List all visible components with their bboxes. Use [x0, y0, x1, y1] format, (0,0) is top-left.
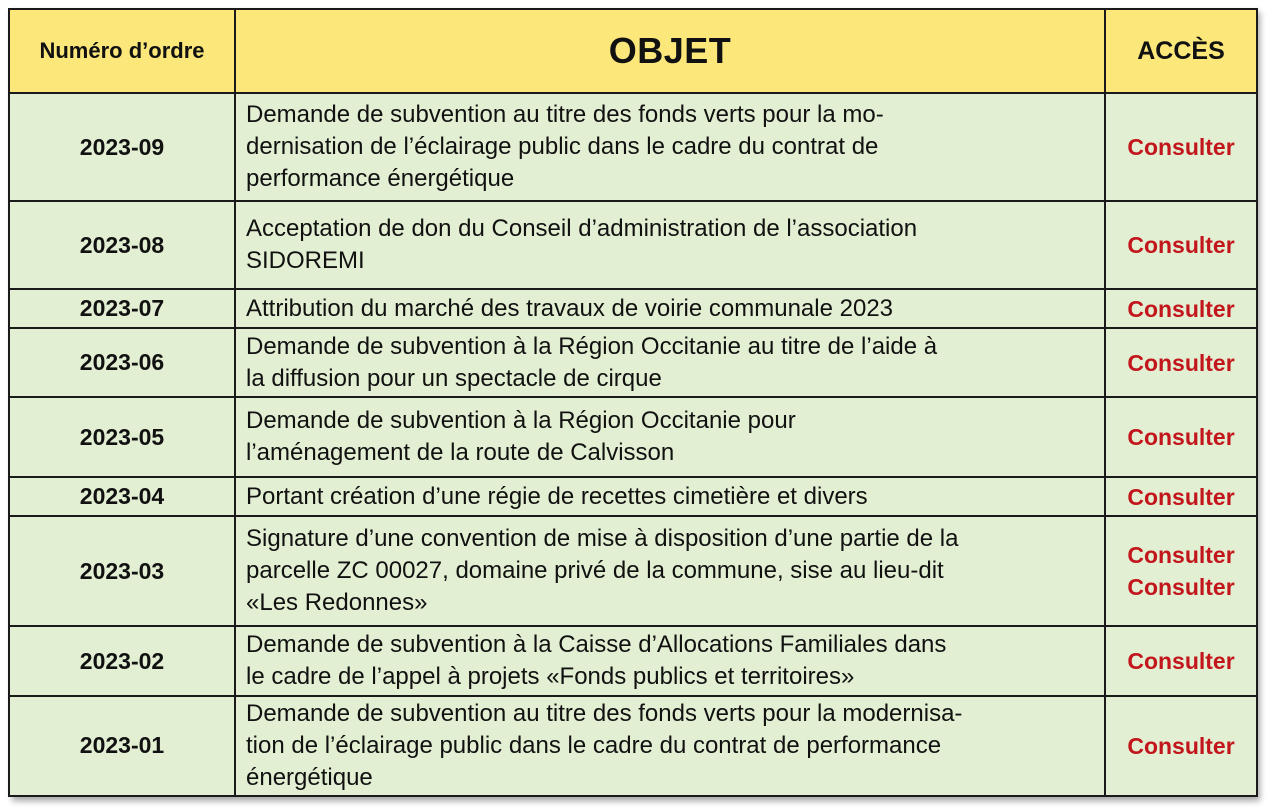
access-cell — [1105, 328, 1257, 397]
table-row — [9, 626, 1257, 695]
order-number: 2023-07 — [9, 289, 235, 328]
order-number: 2023-04 — [9, 477, 235, 516]
table-row — [9, 516, 1257, 626]
object-description: Demande de subvention à la Région Occitanie pour l’aménagement de la route de Calvisson — [235, 397, 1105, 477]
order-number: 2023-08 — [9, 201, 235, 289]
consult-link[interactable]: Consulter — [1127, 732, 1235, 759]
object-description: Portant création d’une régie de recettes cimetière et divers — [235, 477, 1105, 516]
table-row — [9, 93, 1257, 201]
object-description: Demande de subvention à la Caisse d’Allocations Familiales dans le cadre de l’appel à projets «Fonds publics et territoires» — [235, 626, 1105, 695]
consult-link[interactable]: Consulter — [1127, 232, 1235, 259]
consult-link[interactable]: Consulter — [1127, 483, 1235, 510]
table-header-row — [9, 9, 1257, 93]
object-description: Attribution du marché des travaux de voirie communale 2023 — [235, 289, 1105, 328]
header-number: Numéro d’ordre — [9, 9, 235, 93]
table-row — [9, 289, 1257, 328]
access-cell — [1105, 201, 1257, 289]
object-description: Acceptation de don du Conseil d’administration de l’association SIDOREMI — [235, 201, 1105, 289]
deliberations-table-container — [8, 8, 1256, 797]
order-number: 2023-09 — [9, 93, 235, 201]
order-number: 2023-06 — [9, 328, 235, 397]
object-description: Demande de subvention au titre des fonds verts pour la modernisa- tion de l’éclairage public dans le cadre du contrat de performance énergétique — [235, 696, 1105, 796]
header-access: ACCÈS — [1105, 9, 1257, 93]
table-row — [9, 696, 1257, 796]
table-row — [9, 397, 1257, 477]
order-number: 2023-05 — [9, 397, 235, 477]
header-object: OBJET — [235, 9, 1105, 93]
access-cell — [1105, 289, 1257, 328]
order-number: 2023-03 — [9, 516, 235, 626]
consult-link[interactable]: Consulter — [1127, 542, 1235, 569]
consult-link[interactable]: Consulter — [1127, 424, 1235, 451]
order-number: 2023-02 — [9, 626, 235, 695]
table-row — [9, 201, 1257, 289]
consult-link[interactable]: Consulter — [1127, 349, 1235, 376]
table-row — [9, 477, 1257, 516]
consult-link[interactable]: Consulter — [1127, 134, 1235, 161]
access-cell — [1105, 397, 1257, 477]
object-description: Demande de subvention au titre des fonds verts pour la mo- dernisation de l’éclairage public dans le cadre du contrat de performance énergétique — [235, 93, 1105, 201]
access-cell — [1105, 626, 1257, 695]
access-cell — [1105, 516, 1257, 626]
consult-link[interactable]: Consulter — [1127, 574, 1235, 601]
object-description: Demande de subvention à la Région Occitanie au titre de l’aide à la diffusion pour un spectacle de cirque — [235, 328, 1105, 397]
table-row — [9, 328, 1257, 397]
consult-link[interactable]: Consulter — [1127, 648, 1235, 675]
consult-link[interactable]: Consulter — [1127, 295, 1235, 322]
access-cell — [1105, 477, 1257, 516]
deliberations-table — [8, 8, 1258, 797]
object-description: Signature d’une convention de mise à disposition d’une partie de la parcelle ZC 00027, domaine privé de la commune, sise au lieu-dit «Les Redonnes» — [235, 516, 1105, 626]
access-cell — [1105, 696, 1257, 796]
order-number: 2023-01 — [9, 696, 235, 796]
access-cell — [1105, 93, 1257, 201]
